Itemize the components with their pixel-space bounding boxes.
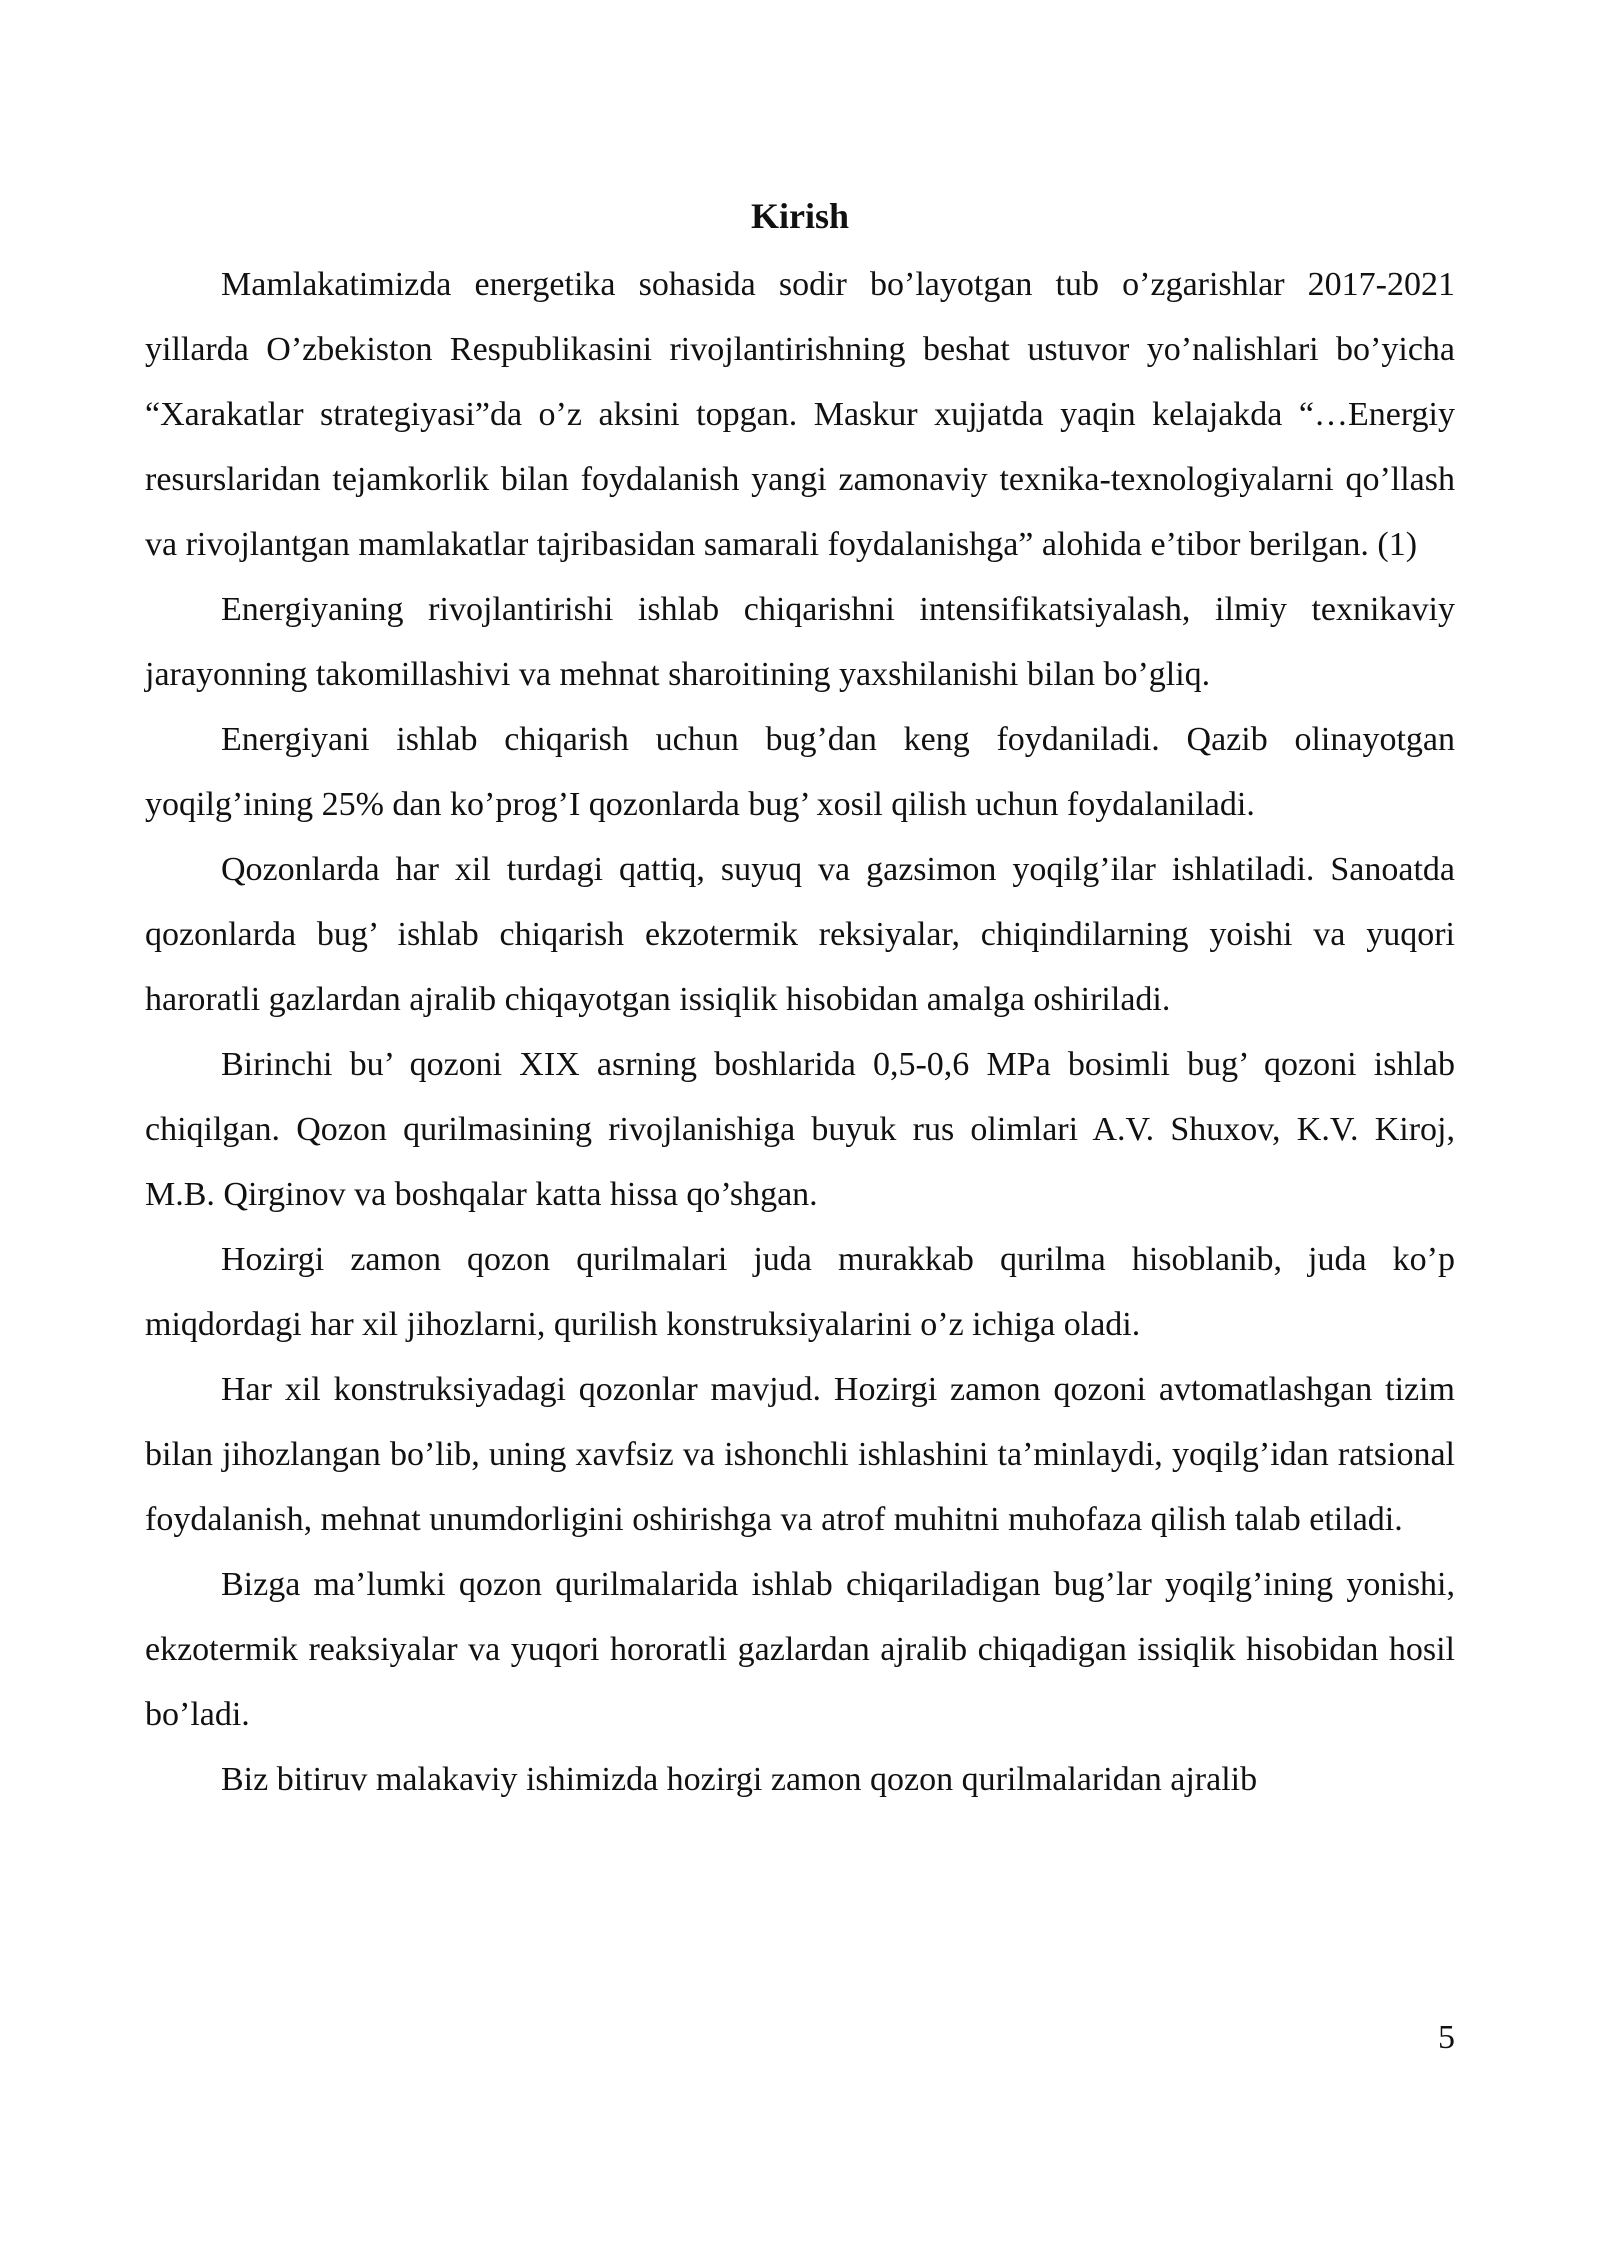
page-number: 5: [1438, 2019, 1455, 2056]
paragraph-3: Energiyani ishlab chiqarish uchun bug’dan keng foydaniladi. Qazib olinayotgan yoqilg’ining 25% dan ko’prog’I qozonlarda bug’ xosil qilish uchun foydalaniladi.: [145, 721, 1455, 823]
paragraph-4: Qozonlarda har xil turdagi qattiq, suyuq va gazsimon yoqilg’ilar ishlatiladi. Sanoatda qozonlarda bug’ ishlab chiqarish ekzotermik reksiyalar, chiqindilarning yoishi va yuqori haroratli gazlardan ajralib chiqayotgan issiqlik hisobidan amalga oshiriladi.: [145, 851, 1455, 1018]
paragraph-1: Mamlakatimizda energetika sohasida sodir bo’layotgan tub o’zgarishlar 2017-2021 yillarda O’zbekiston Respublikasini rivojlantirishning beshat ustuvor yo’nalishlari bo’yicha “Xarakatlar strategiyasi”da o’z aksini topgan. Maskur xujjatda yaqin kelajakda “…Energiy resurslaridan tejamkorlik bilan foydalanish yangi zamonaviy texnika-texnologiyalarni qo’llash va rivojlantgan mamlakatlar tajribasidan samarali foydalanishga” alohida e’tibor berilgan. (1): [145, 266, 1455, 563]
paragraph-8: Bizga ma’lumki qozon qurilmalarida ishlab chiqariladigan bug’lar yoqilg’ining yonishi, ekzotermik reaksiyalar va yuqori hororatli gazlardan ajralib chiqadigan issiqlik hisobidan hosil bo’ladi.: [145, 1566, 1455, 1733]
page-content: [145, 188, 1455, 1812]
section-title: Kirish: [750, 196, 849, 236]
paragraph-9: Biz bitiruv malakaviy ishimizda hozirgi zamon qozon qurilmalaridan ajralib: [221, 1761, 1258, 1798]
paragraph-2: Energiyaning rivojlantirishi ishlab chiqarishni intensifikatsiyalash, ilmiy texnikaviy jarayonning takomillashivi va mehnat sharoitining yaxshilanishi bilan bo’gliq.: [145, 591, 1455, 693]
paragraph-6: Hozirgi zamon qozon qurilmalari juda murakkab qurilma hisoblanib, juda ko’p miqdordagi har xil jihozlarni, qurilish konstruksiyalarini o’z ichiga oladi.: [145, 1241, 1455, 1343]
paragraph-7: Har xil konstruksiyadagi qozonlar mavjud. Hozirgi zamon qozoni avtomatlashgan tizim bilan jihozlangan bo’lib, uning xavfsiz va ishonchli ishlashini ta’minlaydi, yoqilg’idan ratsional foydalanish, mehnat unumdorligini oshirishga va atrof muhitni muhofaza qilish talab etiladi.: [145, 1371, 1455, 1538]
paragraph-5: Birinchi bu’ qozoni XIX asrning boshlarida 0,5-0,6 MPa bosimli bug’ qozoni ishlab chiqilgan. Qozon qurilmasining rivojlanishiga buyuk rus olimlari A.V. Shuxov, K.V. Kiroj, M.B. Qirginov va boshqalar katta hissa qo’shgan.: [145, 1046, 1455, 1213]
